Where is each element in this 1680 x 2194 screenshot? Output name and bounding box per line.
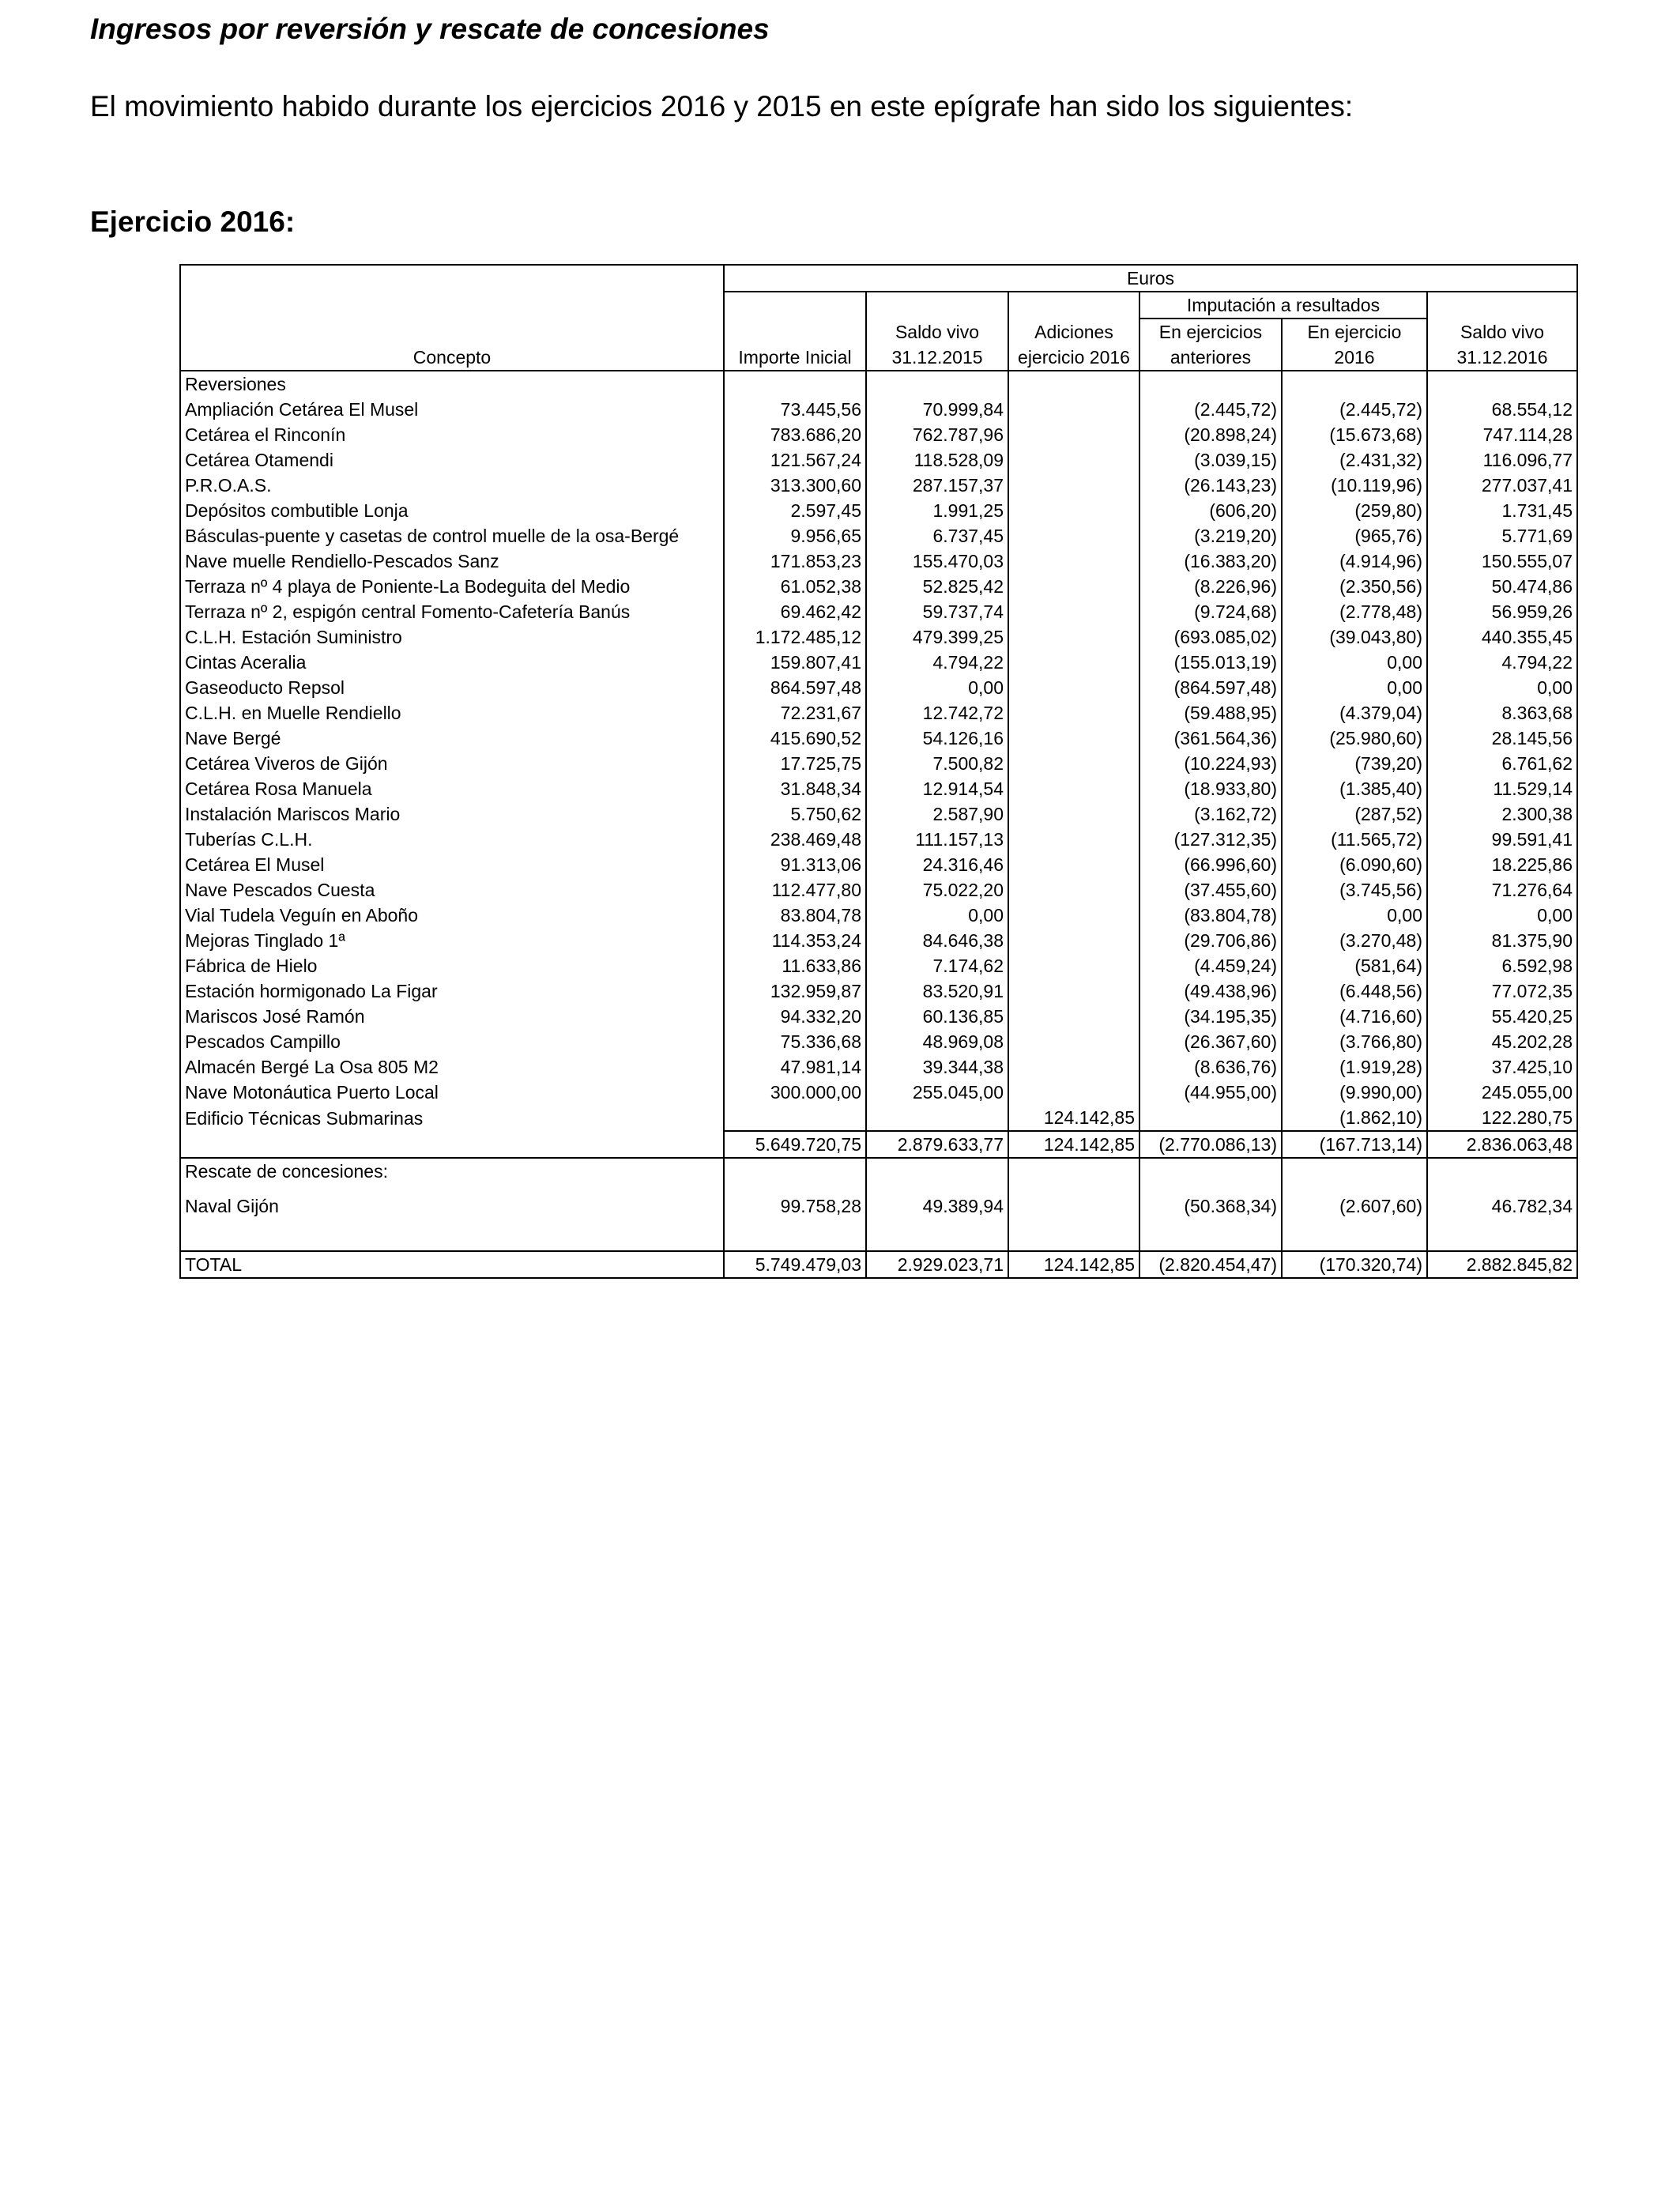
col-saldo-2016-line1: Saldo vivo bbox=[1427, 319, 1577, 345]
row-saldo-2016: 99.591,41 bbox=[1427, 827, 1577, 852]
row-importe-inicial: 31.848,34 bbox=[724, 776, 866, 801]
row-importe-inicial: 94.332,20 bbox=[724, 1004, 866, 1029]
subtotal-anteriores: (2.770.086,13) bbox=[1139, 1131, 1282, 1158]
row-saldo-2016: 5.771,69 bbox=[1427, 523, 1577, 548]
row-importe-inicial: 72.231,67 bbox=[724, 700, 866, 726]
row-ejercicio: 0,00 bbox=[1282, 903, 1427, 928]
table-row bbox=[180, 1004, 1577, 1029]
col-concepto: Concepto bbox=[180, 345, 724, 371]
row-ejercicio: (2.350,56) bbox=[1282, 574, 1427, 599]
row-importe-inicial: 11.633,86 bbox=[724, 953, 866, 978]
total-importe: 5.749.479,03 bbox=[724, 1251, 866, 1278]
row-anteriores: (26.143,23) bbox=[1139, 473, 1282, 498]
row-ejercicio: (9.990,00) bbox=[1282, 1080, 1427, 1105]
row-concepto: Cetárea Rosa Manuela bbox=[180, 776, 724, 801]
table-row bbox=[180, 599, 1577, 624]
row-concepto: P.R.O.A.S. bbox=[180, 473, 724, 498]
table-row bbox=[180, 650, 1577, 675]
row-ejercicio: (2.445,72) bbox=[1282, 397, 1427, 422]
table-row bbox=[180, 903, 1577, 928]
row-saldo-2015: 54.126,16 bbox=[866, 726, 1008, 751]
row-saldo-2016: 77.072,35 bbox=[1427, 978, 1577, 1004]
row-adiciones bbox=[1008, 1054, 1139, 1080]
row-importe-inicial: 864.597,48 bbox=[724, 675, 866, 700]
table-row bbox=[180, 1054, 1577, 1080]
table-row bbox=[180, 574, 1577, 599]
row-concepto: Nave Bergé bbox=[180, 726, 724, 751]
row-ejercicio: (2.607,60) bbox=[1282, 1184, 1427, 1228]
row-concepto: C.L.H. Estación Suministro bbox=[180, 624, 724, 650]
row-adiciones bbox=[1008, 548, 1139, 574]
year-subheading: Ejercicio 2016: bbox=[90, 205, 296, 238]
row-anteriores bbox=[1139, 1105, 1282, 1131]
col-adiciones-line1: Adiciones bbox=[1008, 319, 1139, 345]
row-saldo-2016: 50.474,86 bbox=[1427, 574, 1577, 599]
row-saldo-2015: 4.794,22 bbox=[866, 650, 1008, 675]
row-importe-inicial: 783.686,20 bbox=[724, 422, 866, 447]
row-saldo-2015: 479.399,25 bbox=[866, 624, 1008, 650]
table-row bbox=[180, 1080, 1577, 1105]
row-importe-inicial: 5.750,62 bbox=[724, 801, 866, 827]
row-adiciones: 124.142,85 bbox=[1008, 1105, 1139, 1131]
subtotal-row bbox=[180, 1131, 1577, 1158]
row-ejercicio: 0,00 bbox=[1282, 675, 1427, 700]
row-ejercicio: 0,00 bbox=[1282, 650, 1427, 675]
col-adiciones-line2: ejercicio 2016 bbox=[1008, 345, 1139, 371]
row-saldo-2016: 6.592,98 bbox=[1427, 953, 1577, 978]
row-concepto: Básculas-puente y casetas de control muelle de la osa-Bergé bbox=[180, 523, 724, 548]
row-ejercicio: (739,20) bbox=[1282, 751, 1427, 776]
row-anteriores: (155.013,19) bbox=[1139, 650, 1282, 675]
row-saldo-2016: 2.300,38 bbox=[1427, 801, 1577, 827]
row-saldo-2016: 8.363,68 bbox=[1427, 700, 1577, 726]
row-importe-inicial: 171.853,23 bbox=[724, 548, 866, 574]
row-saldo-2015: 52.825,42 bbox=[866, 574, 1008, 599]
row-saldo-2015: 48.969,08 bbox=[866, 1029, 1008, 1054]
table-row bbox=[180, 1184, 1577, 1228]
row-saldo-2015: 12.914,54 bbox=[866, 776, 1008, 801]
row-saldo-2015: 287.157,37 bbox=[866, 473, 1008, 498]
row-saldo-2016: 45.202,28 bbox=[1427, 1029, 1577, 1054]
row-anteriores: (693.085,02) bbox=[1139, 624, 1282, 650]
col-anteriores-line2: anteriores bbox=[1139, 345, 1282, 371]
row-ejercicio: (39.043,80) bbox=[1282, 624, 1427, 650]
row-ejercicio: (3.270,48) bbox=[1282, 928, 1427, 953]
row-adiciones bbox=[1008, 675, 1139, 700]
row-concepto: Tuberías C.L.H. bbox=[180, 827, 724, 852]
row-importe-inicial: 238.469,48 bbox=[724, 827, 866, 852]
row-ejercicio: (15.673,68) bbox=[1282, 422, 1427, 447]
row-adiciones bbox=[1008, 397, 1139, 422]
reversiones-section-label: Reversiones bbox=[180, 371, 724, 397]
row-importe-inicial: 75.336,68 bbox=[724, 1029, 866, 1054]
row-saldo-2015: 70.999,84 bbox=[866, 397, 1008, 422]
row-saldo-2015: 84.646,38 bbox=[866, 928, 1008, 953]
row-ejercicio: (287,52) bbox=[1282, 801, 1427, 827]
row-adiciones bbox=[1008, 650, 1139, 675]
rescate-section-label: Rescate de concesiones: bbox=[180, 1158, 724, 1184]
table-row bbox=[180, 928, 1577, 953]
row-adiciones bbox=[1008, 877, 1139, 903]
row-concepto: Cetárea El Musel bbox=[180, 852, 724, 877]
row-anteriores: (66.996,60) bbox=[1139, 852, 1282, 877]
row-saldo-2016: 46.782,34 bbox=[1427, 1184, 1577, 1228]
row-adiciones bbox=[1008, 599, 1139, 624]
row-importe-inicial: 17.725,75 bbox=[724, 751, 866, 776]
row-concepto: Nave Pescados Cuesta bbox=[180, 877, 724, 903]
row-concepto: Nave Motonáutica Puerto Local bbox=[180, 1080, 724, 1105]
row-concepto: Nave muelle Rendiello-Pescados Sanz bbox=[180, 548, 724, 574]
row-concepto: Gaseoducto Repsol bbox=[180, 675, 724, 700]
table-row bbox=[180, 877, 1577, 903]
row-saldo-2015: 2.587,90 bbox=[866, 801, 1008, 827]
row-importe-inicial: 415.690,52 bbox=[724, 726, 866, 751]
row-ejercicio: (6.448,56) bbox=[1282, 978, 1427, 1004]
row-saldo-2016: 6.761,62 bbox=[1427, 751, 1577, 776]
row-adiciones bbox=[1008, 574, 1139, 599]
section-heading: Ingresos por reversión y rescate de concesiones bbox=[90, 13, 770, 45]
row-adiciones bbox=[1008, 726, 1139, 751]
row-adiciones bbox=[1008, 700, 1139, 726]
row-anteriores: (16.383,20) bbox=[1139, 548, 1282, 574]
total-label: TOTAL bbox=[180, 1251, 724, 1278]
subtotal-importe: 5.649.720,75 bbox=[724, 1131, 866, 1158]
row-importe-inicial: 69.462,42 bbox=[724, 599, 866, 624]
table-row bbox=[180, 675, 1577, 700]
row-saldo-2016: 0,00 bbox=[1427, 903, 1577, 928]
table-row bbox=[180, 523, 1577, 548]
row-saldo-2015: 39.344,38 bbox=[866, 1054, 1008, 1080]
col-ejercicio-line2: 2016 bbox=[1282, 345, 1427, 371]
row-concepto: Instalación Mariscos Mario bbox=[180, 801, 724, 827]
row-importe-inicial: 114.353,24 bbox=[724, 928, 866, 953]
row-concepto: Depósitos combutible Lonja bbox=[180, 498, 724, 523]
subtotal-saldo-2016: 2.836.063,48 bbox=[1427, 1131, 1577, 1158]
row-saldo-2016: 747.114,28 bbox=[1427, 422, 1577, 447]
row-anteriores: (34.195,35) bbox=[1139, 1004, 1282, 1029]
row-ejercicio: (4.914,96) bbox=[1282, 548, 1427, 574]
table-row bbox=[180, 1029, 1577, 1054]
row-ejercicio: (581,64) bbox=[1282, 953, 1427, 978]
table-row bbox=[180, 447, 1577, 473]
row-importe-inicial: 99.758,28 bbox=[724, 1184, 866, 1228]
row-saldo-2015: 12.742,72 bbox=[866, 700, 1008, 726]
row-saldo-2015: 24.316,46 bbox=[866, 852, 1008, 877]
row-importe-inicial: 2.597,45 bbox=[724, 498, 866, 523]
table-row bbox=[180, 776, 1577, 801]
row-anteriores: (10.224,93) bbox=[1139, 751, 1282, 776]
table-row bbox=[180, 726, 1577, 751]
table-row bbox=[180, 827, 1577, 852]
row-saldo-2016: 18.225,86 bbox=[1427, 852, 1577, 877]
row-importe-inicial: 112.477,80 bbox=[724, 877, 866, 903]
table-row bbox=[180, 624, 1577, 650]
total-anteriores: (2.820.454,47) bbox=[1139, 1251, 1282, 1278]
row-saldo-2015: 762.787,96 bbox=[866, 422, 1008, 447]
row-saldo-2016: 55.420,25 bbox=[1427, 1004, 1577, 1029]
row-anteriores: (127.312,35) bbox=[1139, 827, 1282, 852]
total-saldo-2015: 2.929.023,71 bbox=[866, 1251, 1008, 1278]
table-row bbox=[180, 422, 1577, 447]
row-concepto: Naval Gijón bbox=[180, 1184, 724, 1228]
row-importe-inicial: 9.956,65 bbox=[724, 523, 866, 548]
row-anteriores: (37.455,60) bbox=[1139, 877, 1282, 903]
row-saldo-2015 bbox=[866, 1105, 1008, 1131]
row-importe-inicial: 132.959,87 bbox=[724, 978, 866, 1004]
row-saldo-2016: 71.276,64 bbox=[1427, 877, 1577, 903]
row-adiciones bbox=[1008, 953, 1139, 978]
row-concepto: Vial Tudela Veguín en Aboño bbox=[180, 903, 724, 928]
row-saldo-2015: 1.991,25 bbox=[866, 498, 1008, 523]
row-saldo-2016: 4.794,22 bbox=[1427, 650, 1577, 675]
row-saldo-2016: 37.425,10 bbox=[1427, 1054, 1577, 1080]
row-adiciones bbox=[1008, 928, 1139, 953]
total-saldo-2016: 2.882.845,82 bbox=[1427, 1251, 1577, 1278]
col-importe-inicial: Importe Inicial bbox=[724, 345, 866, 371]
row-saldo-2016: 11.529,14 bbox=[1427, 776, 1577, 801]
row-saldo-2015: 255.045,00 bbox=[866, 1080, 1008, 1105]
row-anteriores: (49.438,96) bbox=[1139, 978, 1282, 1004]
row-saldo-2016: 68.554,12 bbox=[1427, 397, 1577, 422]
row-adiciones bbox=[1008, 422, 1139, 447]
table-row bbox=[180, 978, 1577, 1004]
row-concepto: Cetárea Viveros de Gijón bbox=[180, 751, 724, 776]
row-importe-inicial: 91.313,06 bbox=[724, 852, 866, 877]
row-ejercicio: (1.919,28) bbox=[1282, 1054, 1427, 1080]
table-row bbox=[180, 548, 1577, 574]
imputacion-header: Imputación a resultados bbox=[1139, 292, 1427, 319]
row-adiciones bbox=[1008, 498, 1139, 523]
row-saldo-2015: 60.136,85 bbox=[866, 1004, 1008, 1029]
row-ejercicio: (11.565,72) bbox=[1282, 827, 1427, 852]
col-anteriores-line1: En ejercicios bbox=[1139, 319, 1282, 345]
row-saldo-2016: 150.555,07 bbox=[1427, 548, 1577, 574]
col-saldo-2015-line2: 31.12.2015 bbox=[866, 345, 1008, 371]
row-concepto: Terraza nº 4 playa de Poniente-La Bodeguita del Medio bbox=[180, 574, 724, 599]
row-saldo-2016: 245.055,00 bbox=[1427, 1080, 1577, 1105]
row-importe-inicial: 47.981,14 bbox=[724, 1054, 866, 1080]
row-saldo-2016: 277.037,41 bbox=[1427, 473, 1577, 498]
row-concepto: Pescados Campillo bbox=[180, 1029, 724, 1054]
row-anteriores: (50.368,34) bbox=[1139, 1184, 1282, 1228]
row-saldo-2016: 28.145,56 bbox=[1427, 726, 1577, 751]
table-row bbox=[180, 953, 1577, 978]
row-concepto: Terraza nº 2, espigón central Fomento-Cafetería Banús bbox=[180, 599, 724, 624]
row-adiciones bbox=[1008, 473, 1139, 498]
row-ejercicio: (1.862,10) bbox=[1282, 1105, 1427, 1131]
row-anteriores: (26.367,60) bbox=[1139, 1029, 1282, 1054]
row-concepto: Cintas Aceralia bbox=[180, 650, 724, 675]
row-anteriores: (3.162,72) bbox=[1139, 801, 1282, 827]
row-saldo-2016: 0,00 bbox=[1427, 675, 1577, 700]
row-anteriores: (9.724,68) bbox=[1139, 599, 1282, 624]
row-saldo-2015: 7.500,82 bbox=[866, 751, 1008, 776]
row-concepto: Estación hormigonado La Figar bbox=[180, 978, 724, 1004]
row-adiciones bbox=[1008, 1029, 1139, 1054]
row-concepto: Edificio Técnicas Submarinas bbox=[180, 1105, 724, 1131]
row-adiciones bbox=[1008, 447, 1139, 473]
row-adiciones bbox=[1008, 852, 1139, 877]
row-anteriores: (2.445,72) bbox=[1139, 397, 1282, 422]
row-saldo-2015: 6.737,45 bbox=[866, 523, 1008, 548]
row-anteriores: (606,20) bbox=[1139, 498, 1282, 523]
row-saldo-2016: 440.355,45 bbox=[1427, 624, 1577, 650]
col-saldo-2015-line1: Saldo vivo bbox=[866, 319, 1008, 345]
row-importe-inicial: 121.567,24 bbox=[724, 447, 866, 473]
row-ejercicio: (10.119,96) bbox=[1282, 473, 1427, 498]
row-anteriores: (4.459,24) bbox=[1139, 953, 1282, 978]
subtotal-adiciones: 124.142,85 bbox=[1008, 1131, 1139, 1158]
table-body bbox=[180, 265, 1577, 1278]
subtotal-ejercicio: (167.713,14) bbox=[1282, 1131, 1427, 1158]
table-row bbox=[180, 700, 1577, 726]
row-saldo-2015: 83.520,91 bbox=[866, 978, 1008, 1004]
row-saldo-2015: 0,00 bbox=[866, 903, 1008, 928]
row-adiciones bbox=[1008, 1080, 1139, 1105]
row-ejercicio: (3.766,80) bbox=[1282, 1029, 1427, 1054]
table-row bbox=[180, 397, 1577, 422]
total-adiciones: 124.142,85 bbox=[1008, 1251, 1139, 1278]
row-concepto: Mejoras Tinglado 1ª bbox=[180, 928, 724, 953]
row-ejercicio: (25.980,60) bbox=[1282, 726, 1427, 751]
row-ejercicio: (4.379,04) bbox=[1282, 700, 1427, 726]
row-anteriores: (29.706,86) bbox=[1139, 928, 1282, 953]
row-concepto: Ampliación Cetárea El Musel bbox=[180, 397, 724, 422]
row-ejercicio: (2.431,32) bbox=[1282, 447, 1427, 473]
subtotal-saldo-2015: 2.879.633,77 bbox=[866, 1131, 1008, 1158]
row-saldo-2016: 1.731,45 bbox=[1427, 498, 1577, 523]
row-saldo-2015: 0,00 bbox=[866, 675, 1008, 700]
row-adiciones bbox=[1008, 776, 1139, 801]
table-row bbox=[180, 1105, 1577, 1131]
row-importe-inicial bbox=[724, 1105, 866, 1131]
concessions-table bbox=[179, 264, 1578, 1279]
row-concepto: Fábrica de Hielo bbox=[180, 953, 724, 978]
currency-header: Euros bbox=[724, 265, 1577, 292]
row-saldo-2015: 59.737,74 bbox=[866, 599, 1008, 624]
row-importe-inicial: 1.172.485,12 bbox=[724, 624, 866, 650]
row-adiciones bbox=[1008, 801, 1139, 827]
row-importe-inicial: 159.807,41 bbox=[724, 650, 866, 675]
total-ejercicio: (170.320,74) bbox=[1282, 1251, 1427, 1278]
row-ejercicio: (4.716,60) bbox=[1282, 1004, 1427, 1029]
row-importe-inicial: 73.445,56 bbox=[724, 397, 866, 422]
row-importe-inicial: 61.052,38 bbox=[724, 574, 866, 599]
table-row bbox=[180, 473, 1577, 498]
row-adiciones bbox=[1008, 903, 1139, 928]
row-importe-inicial: 313.300,60 bbox=[724, 473, 866, 498]
row-saldo-2015: 49.389,94 bbox=[866, 1184, 1008, 1228]
row-concepto: Cetárea Otamendi bbox=[180, 447, 724, 473]
row-adiciones bbox=[1008, 624, 1139, 650]
row-anteriores: (59.488,95) bbox=[1139, 700, 1282, 726]
row-adiciones bbox=[1008, 827, 1139, 852]
row-concepto: Almacén Bergé La Osa 805 M2 bbox=[180, 1054, 724, 1080]
intro-text: El movimiento habido durante los ejercicios 2016 y 2015 en este epígrafe han sido los siguientes: bbox=[90, 90, 1354, 123]
row-adiciones bbox=[1008, 1184, 1139, 1228]
row-concepto: Mariscos José Ramón bbox=[180, 1004, 724, 1029]
row-saldo-2016: 122.280,75 bbox=[1427, 1105, 1577, 1131]
row-anteriores: (864.597,48) bbox=[1139, 675, 1282, 700]
row-saldo-2016: 81.375,90 bbox=[1427, 928, 1577, 953]
row-ejercicio: (1.385,40) bbox=[1282, 776, 1427, 801]
row-ejercicio: (259,80) bbox=[1282, 498, 1427, 523]
row-concepto: C.L.H. en Muelle Rendiello bbox=[180, 700, 724, 726]
row-anteriores: (8.226,96) bbox=[1139, 574, 1282, 599]
row-anteriores: (83.804,78) bbox=[1139, 903, 1282, 928]
row-ejercicio: (6.090,60) bbox=[1282, 852, 1427, 877]
row-anteriores: (8.636,76) bbox=[1139, 1054, 1282, 1080]
row-adiciones bbox=[1008, 751, 1139, 776]
row-anteriores: (3.039,15) bbox=[1139, 447, 1282, 473]
row-importe-inicial: 300.000,00 bbox=[724, 1080, 866, 1105]
row-anteriores: (20.898,24) bbox=[1139, 422, 1282, 447]
row-saldo-2016: 56.959,26 bbox=[1427, 599, 1577, 624]
row-adiciones bbox=[1008, 523, 1139, 548]
row-ejercicio: (965,76) bbox=[1282, 523, 1427, 548]
col-ejercicio-line1: En ejercicio bbox=[1282, 319, 1427, 345]
table-row bbox=[180, 498, 1577, 523]
table-row bbox=[180, 801, 1577, 827]
row-saldo-2015: 75.022,20 bbox=[866, 877, 1008, 903]
row-ejercicio: (3.745,56) bbox=[1282, 877, 1427, 903]
col-saldo-2016-line2: 31.12.2016 bbox=[1427, 345, 1577, 371]
row-anteriores: (361.564,36) bbox=[1139, 726, 1282, 751]
row-importe-inicial: 83.804,78 bbox=[724, 903, 866, 928]
row-adiciones bbox=[1008, 1004, 1139, 1029]
row-anteriores: (44.955,00) bbox=[1139, 1080, 1282, 1105]
row-saldo-2016: 116.096,77 bbox=[1427, 447, 1577, 473]
total-row bbox=[180, 1251, 1577, 1278]
table-row bbox=[180, 751, 1577, 776]
row-anteriores: (18.933,80) bbox=[1139, 776, 1282, 801]
row-saldo-2015: 118.528,09 bbox=[866, 447, 1008, 473]
row-adiciones bbox=[1008, 978, 1139, 1004]
row-concepto: Cetárea el Rinconín bbox=[180, 422, 724, 447]
row-saldo-2015: 111.157,13 bbox=[866, 827, 1008, 852]
table-row bbox=[180, 852, 1577, 877]
row-ejercicio: (2.778,48) bbox=[1282, 599, 1427, 624]
row-saldo-2015: 155.470,03 bbox=[866, 548, 1008, 574]
row-anteriores: (3.219,20) bbox=[1139, 523, 1282, 548]
row-saldo-2015: 7.174,62 bbox=[866, 953, 1008, 978]
